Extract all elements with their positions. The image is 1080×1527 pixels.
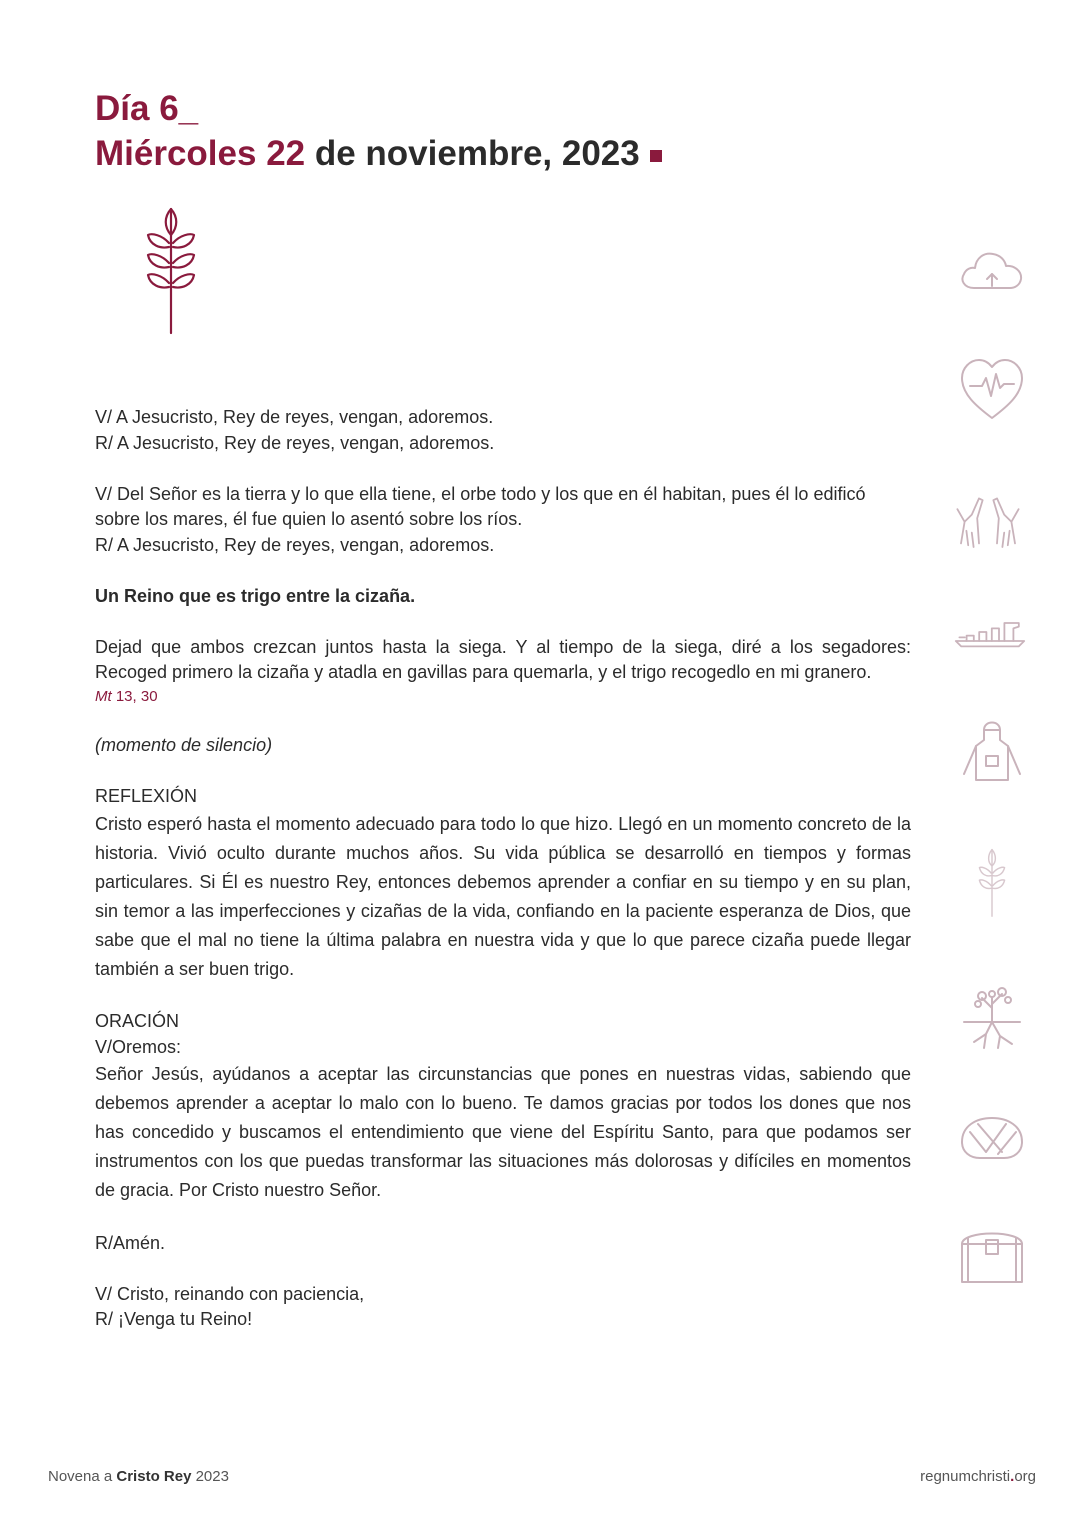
antiphon-r2: R/ A Jesucristo, Rey de reyes, vengan, adoremos. (95, 534, 495, 555)
date-label: de noviembre, 2023 (314, 134, 640, 173)
wheat-icon (138, 205, 204, 335)
theme-heading: Un Reino que es trigo entre la cizaña. (95, 585, 416, 606)
title-square-mark (650, 150, 662, 162)
closing-r: R/ ¡Venga tu Reino! (95, 1309, 253, 1329)
footer-year: 2023 (195, 1468, 229, 1485)
reflection-text: Cristo esperó hasta el momento adecuado para todo lo que hizo. Llegó en un momento concreto de la historia. Vivió oculto durante muchos años. Su vida pública se desarrolló en tiempos y formas particulares. Si Él es nuestro Rey, entonces debemos aprender a confiar en su tiempo y en su plan, sin temor a las imperfecciones y cizañas de la vida, confiando en la paciente esperanza de Dios, que sabe que el mal no tiene la última palabra en nuestra vida y que lo que parece cizaña puede llegar también a ser buen trigo. (95, 813, 911, 979)
wheat-icon (956, 846, 1028, 918)
main-content (95, 405, 911, 1333)
footer-novena (48, 1468, 229, 1485)
apron-icon (956, 712, 1028, 784)
day-label: Día 6_ (95, 89, 199, 128)
footer-bold: Cristo Rey (116, 1468, 192, 1485)
open-hands-icon (952, 484, 1024, 556)
heart-pulse-icon (956, 354, 1028, 426)
scripture-quote: Dejad que ambos crezcan juntos hasta la siega. Y al tiempo de la siega, diré a los segadores: Recoged primero la cizaña y atadla en gavillas para quemarla, y el trigo recogedlo en mi granero. (95, 636, 911, 682)
closing-v: V/ Cristo, reinando con paciencia, (95, 1283, 365, 1304)
antiphon-v2: V/ Del Señor es la tierra y lo que ella tiene, el orbe todo y los que en él habitan, pues él lo edificó sobre los mares, él fue quien lo asentó sobre los ríos. (95, 483, 866, 529)
prayer-amen: R/Amén. (95, 1232, 166, 1253)
cloud-upload-icon (956, 234, 1028, 306)
antiphon-v1: V/ A Jesucristo, Rey de reyes, vengan, adoremos. (95, 407, 494, 427)
footer-site-tld: org (1014, 1468, 1036, 1485)
boat-icon (954, 596, 1026, 668)
tree-roots-icon (956, 984, 1028, 1056)
scripture-reference (95, 686, 911, 708)
bread-icon (956, 1102, 1028, 1174)
footer-site[interactable] (920, 1468, 1036, 1485)
weekday-label: Miércoles 22 (95, 134, 306, 173)
prayer-intro: V/Oremos: (95, 1036, 182, 1057)
treasure-chest-icon (956, 1218, 1028, 1290)
antiphon-r1: R/ A Jesucristo, Rey de reyes, vengan, adoremos. (95, 432, 495, 453)
reflection-heading: REFLEXIÓN (95, 786, 198, 806)
page-title (95, 86, 662, 176)
silence-note: (momento de silencio) (95, 735, 273, 755)
scripture-verse: 13, 30 (115, 687, 158, 705)
footer-site-name: regnumchristi (920, 1468, 1011, 1485)
prayer-heading: ORACIÓN (95, 1011, 180, 1031)
prayer-text: Señor Jesús, ayúdanos a aceptar las circunstancias que pones en nuestras vidas, sabiendo que debemos aprender a aceptar lo malo con lo bueno. Te damos gracias por todos los dones que nos has concedido y buscamos el entendimiento que viene del Espíritu Santo, para que podamos ser instrumentos con los que puedas transformar las situaciones más dolorosas y difíciles en momentos de gracia. Por Cristo nuestro Señor. (95, 1064, 911, 1200)
footer-site-dot: . (1010, 1468, 1015, 1485)
footer-prefix: Novena a (48, 1468, 113, 1485)
scripture-book: Mt (95, 687, 112, 705)
